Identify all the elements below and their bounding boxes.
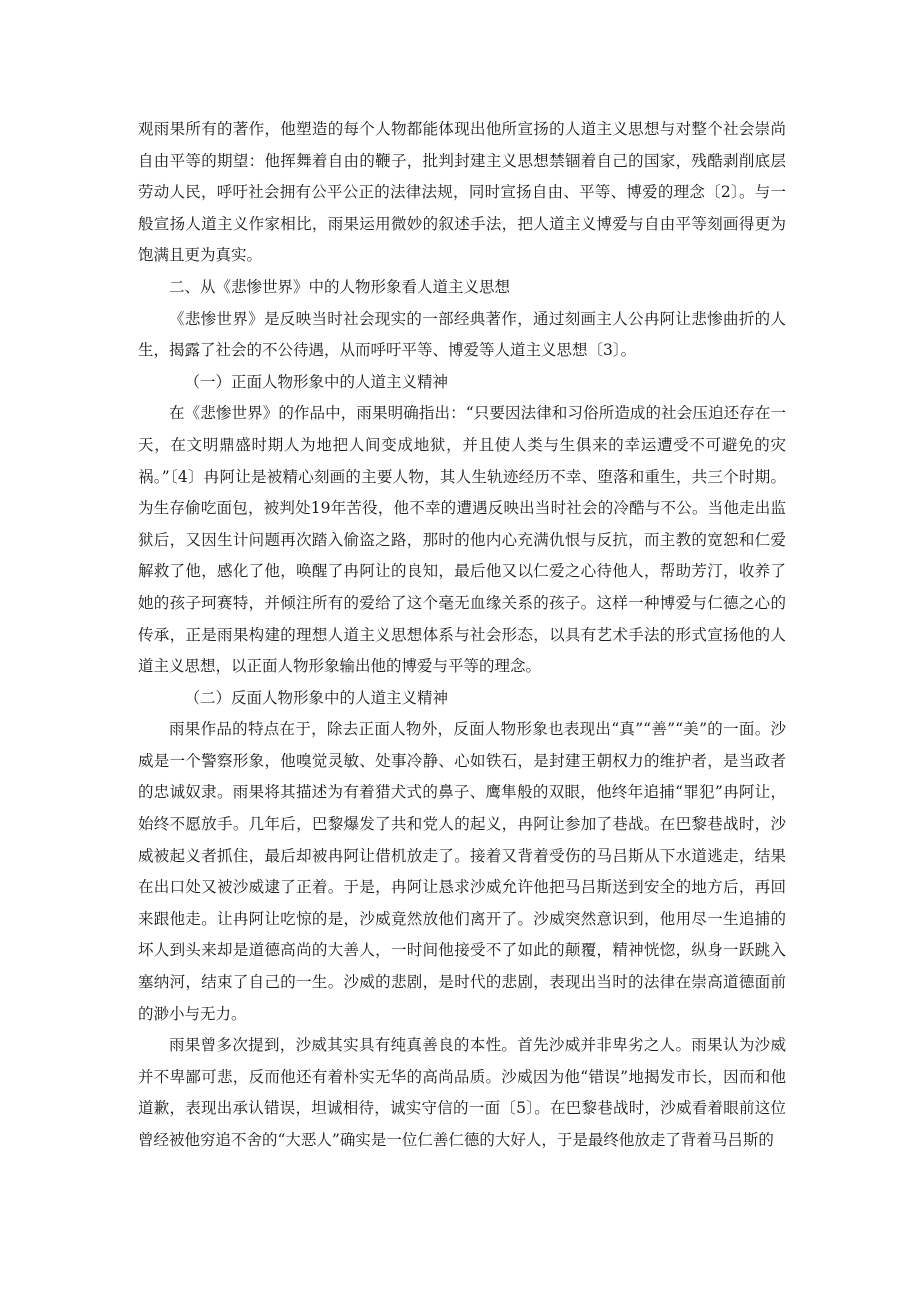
subsection-heading: （二）反面人物形象中的人道主义精神: [184, 688, 449, 707]
subsection-heading: （一）正面人物形象中的人道主义精神: [184, 372, 449, 391]
body-paragraph: 在《悲惨世界》的作品中，雨果明确指出：“只要因法律和习俗所造成的社会压迫还存在一天，在文明鼎盛时期人为地把人间变成地狱，并且使人类与生俱来的幸运遭受不可避免的灾祸。”〔4〕冉阿让是被精心刻画的主要人物，其人生轨迹经历不幸、堕落和重生，共三个时期。为生存偷吃面包，被判处19年苦役，他不幸的遭遇反映出当时社会的冷酷与不公。当他走出监狱后，又因生计问题再次踏入偷盗之路，那时的他内心充满仇恨与反抗，而主教的宽恕和仁爱解救了他，感化了他，唤醒了冉阿让的良知，最后他又以仁爱之心待他人，帮助芳汀，收养了她的孩子珂赛特，并倾注所有的爱给了这个毫无血缘关系的孩子。这样一种博爱与仁德之心的传承，正是雨果构建的理想人道主义思想体系与社会形态，以具有艺术手法的形式宣扬他的人道主义思想，以正面人物形象输出他的博爱与平等的理念。: [138, 404, 786, 676]
body-paragraph: 观雨果所有的著作，他塑造的每个人物都能体现出他所宣扬的人道主义思想与对整个社会崇尚自由平等的期望：他挥舞着自由的鞭子，批判封建主义思想禁锢着自己的国家，残酷剥削底层劳动人民，呼吁社会拥有公平公正的法律法规，同时宣扬自由、平等、博爱的理念〔2〕。与一般宣扬人道主义作家相比，雨果运用微妙的叙述手法，把人道主义博爱与自由平等刻画得更为饱满且更为真实。: [138, 120, 786, 265]
body-paragraph: 雨果曾多次提到，沙威其实具有纯真善良的本性。首先沙威并非卑劣之人。雨果认为沙威并不卑鄙可悲，反而他还有着朴实无华的高尚品质。沙威因为他“错误”地揭发市长，因而和他道歉，表现出承认错误，坦诚相待，诚实守信的一面〔5〕。在巴黎巷战时，沙威看着眼前这位曾经被他穷追不舍的“大恶人”确实是一位仁善仁德的大好人，于是最终他放走了背着马吕斯的: [138, 1036, 786, 1149]
body-paragraph: 雨果作品的特点在于，除去正面人物外，反面人物形象也表现出“真”“善”“美”的一面。沙威是一个警察形象，他嗅觉灵敏、处事冷静、心如铁石，是封建王朝权力的维护者，是当政者的忠诚奴隶。雨果将其描述为有着猎犬式的鼻子、鹰隼般的双眼，他终年追捕“罪犯”冉阿让，始终不愿放手。几年后，巴黎爆发了共和党人的起义，冉阿让参加了巷战。在巴黎巷战时，沙威被起义者抓住，最后却被冉阿让借机放走了。接着又背着受伤的马吕斯从下水道逃走，结果在出口处又被沙威逮了正着。于是，冉阿让恳求沙威允许他把马吕斯送到安全的地方后，再回来跟他走。让冉阿让吃惊的是，沙威竟然放他们离开了。沙威突然意识到，他用尽一生追捕的坏人到头来却是道德高尚的大善人，一时间他接受不了如此的颠覆，精神恍惚，纵身一跃跳入塞纳河，结束了自己的一生。沙威的悲剧，是时代的悲剧，表现出当时的法律在崇高道德面前的渺小与无力。: [138, 720, 786, 1023]
body-paragraph: 《悲惨世界》是反映当时社会现实的一部经典著作，通过刻画主人公冉阿让悲惨曲折的人生，揭露了社会的不公待遇，从而呼吁平等、博爱等人道主义思想〔3〕。: [138, 309, 786, 360]
section-heading: 二、从《悲惨世界》中的人物形象看人道主义思想: [169, 277, 511, 296]
document-page: [138, 114, 786, 1157]
